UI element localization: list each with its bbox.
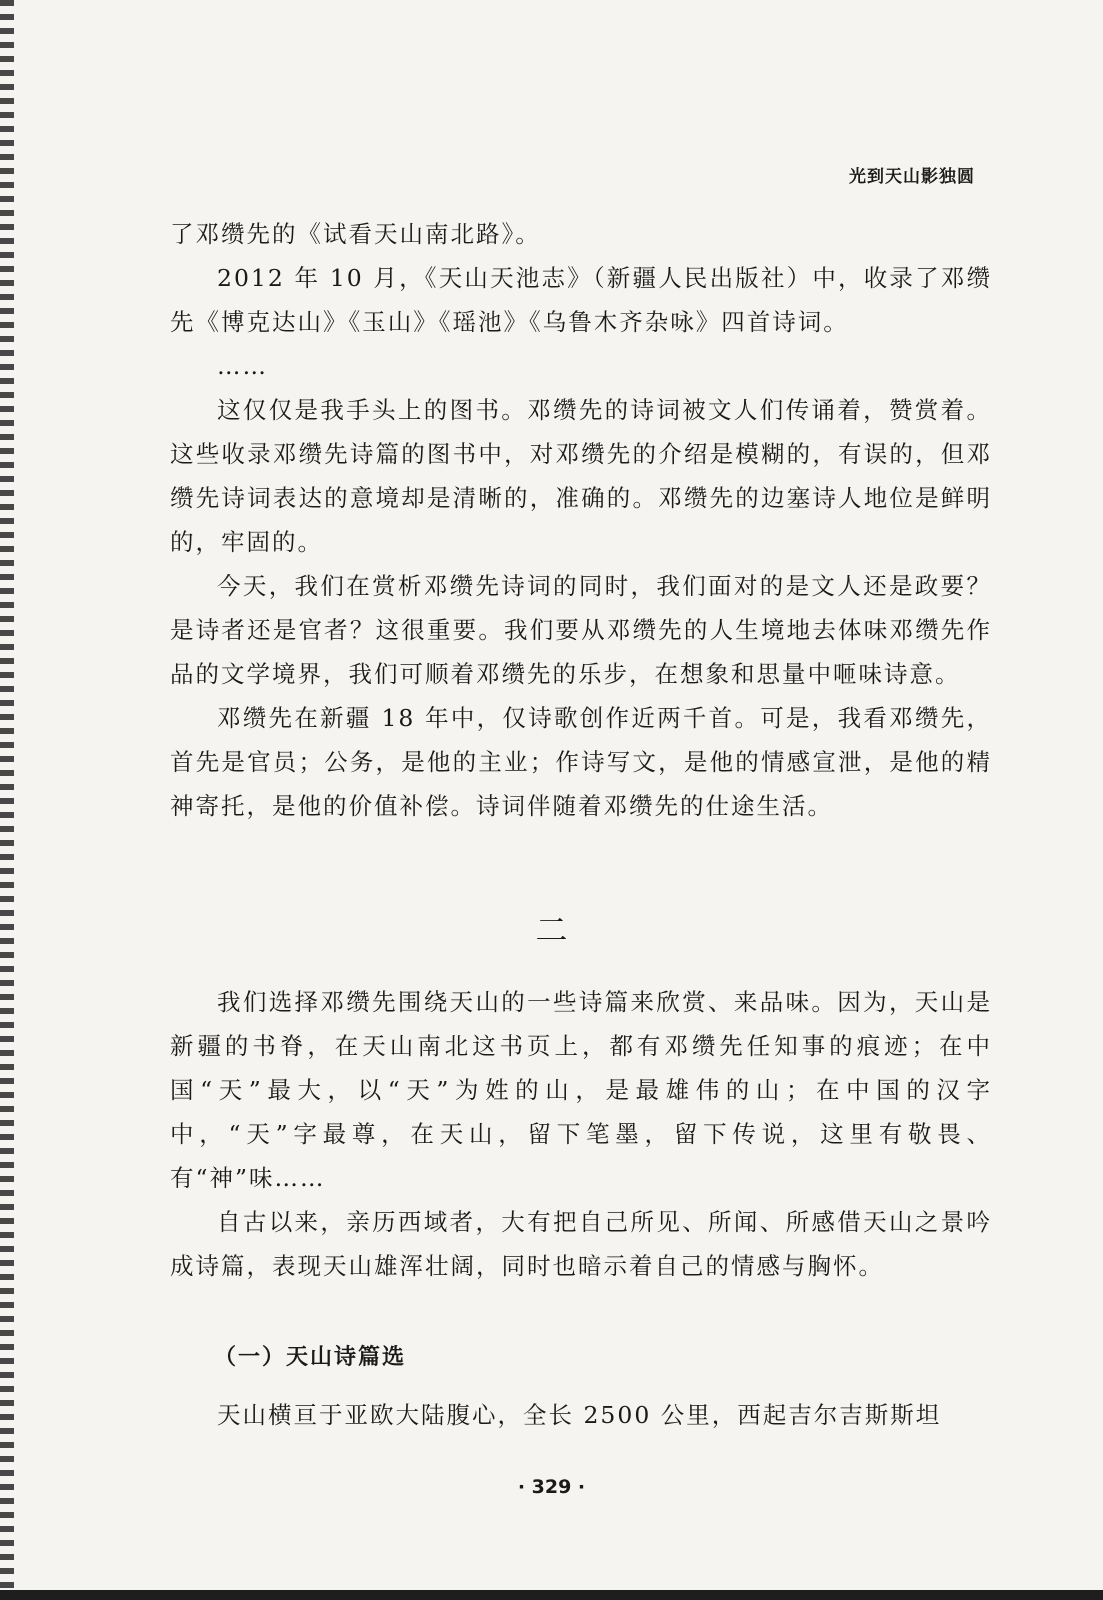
- scan-edge-bottom: [0, 1590, 1103, 1600]
- paragraph: 今天，我们在赏析邓缵先诗词的同时，我们面对的是文人还是政要？是诗者还是官者？这很重要。我们要从邓缵先的人生境地去体味邓缵先作品的文学境界，我们可顺着邓缵先的乐步，在想象和思量中咂味诗意。: [170, 572, 992, 688]
- paragraph: 这仅仅是我手头上的图书。邓缵先的诗词被文人们传诵着，赞赏着。这些收录邓缵先诗篇的图书中，对邓缵先的介绍是模糊的，有误的，但邓缵先诗词表达的意境却是清晰的，准确的。邓缵先的边塞诗人地位是鲜明的，牢固的。: [170, 396, 992, 556]
- text-block-3: [170, 1393, 992, 1437]
- paragraph: 我们选择邓缵先围绕天山的一些诗篇来欣赏、来品味。因为，天山是新疆的书脊，在天山南北这书页上，都有邓缵先任知事的痕迹；在中国“天”最大，以“天”为姓的山，是最雄伟的山；在中国的汉字中，“天”字最尊，在天山，留下笔墨，留下传说，这里有敬畏、有“神”味……: [170, 988, 992, 1192]
- running-header: 光到天山影独圆: [849, 167, 975, 187]
- section-heading: 二: [535, 911, 568, 949]
- sub-heading: （一）天山诗篇选: [214, 1345, 407, 1370]
- paragraph: 自古以来，亲历西域者，大有把自己所见、所闻、所感借天山之景吟成诗篇，表现天山雄浑壮阔，同时也暗示着自己的情感与胸怀。: [170, 1208, 992, 1280]
- text-block-2: [170, 980, 992, 1288]
- paragraph: 2012 年 10 月，《天山天池志》（新疆人民出版社）中，收录了邓缵先《博克达山》《玉山》《瑶池》《乌鲁木齐杂咏》四首诗词。: [170, 264, 992, 336]
- paragraph: ……: [217, 352, 268, 380]
- paragraph: 邓缵先在新疆 18 年中，仅诗歌创作近两千首。可是，我看邓缵先，首先是官员；公务，是他的主业；作诗写文，是他的情感宣泄，是他的精神寄托，是他的价值补偿。诗词伴随着邓缵先的仕途生活。: [170, 704, 992, 820]
- paragraph: 天山横亘于亚欧大陆腹心，全长 2500 公里，西起吉尔吉斯斯坦: [217, 1401, 942, 1429]
- page-number: · 329 ·: [517, 1476, 586, 1498]
- scan-edge-left: [0, 0, 14, 1600]
- paragraph: 了邓缵先的《试看天山南北路》。: [170, 220, 541, 248]
- text-block-1: [170, 212, 992, 828]
